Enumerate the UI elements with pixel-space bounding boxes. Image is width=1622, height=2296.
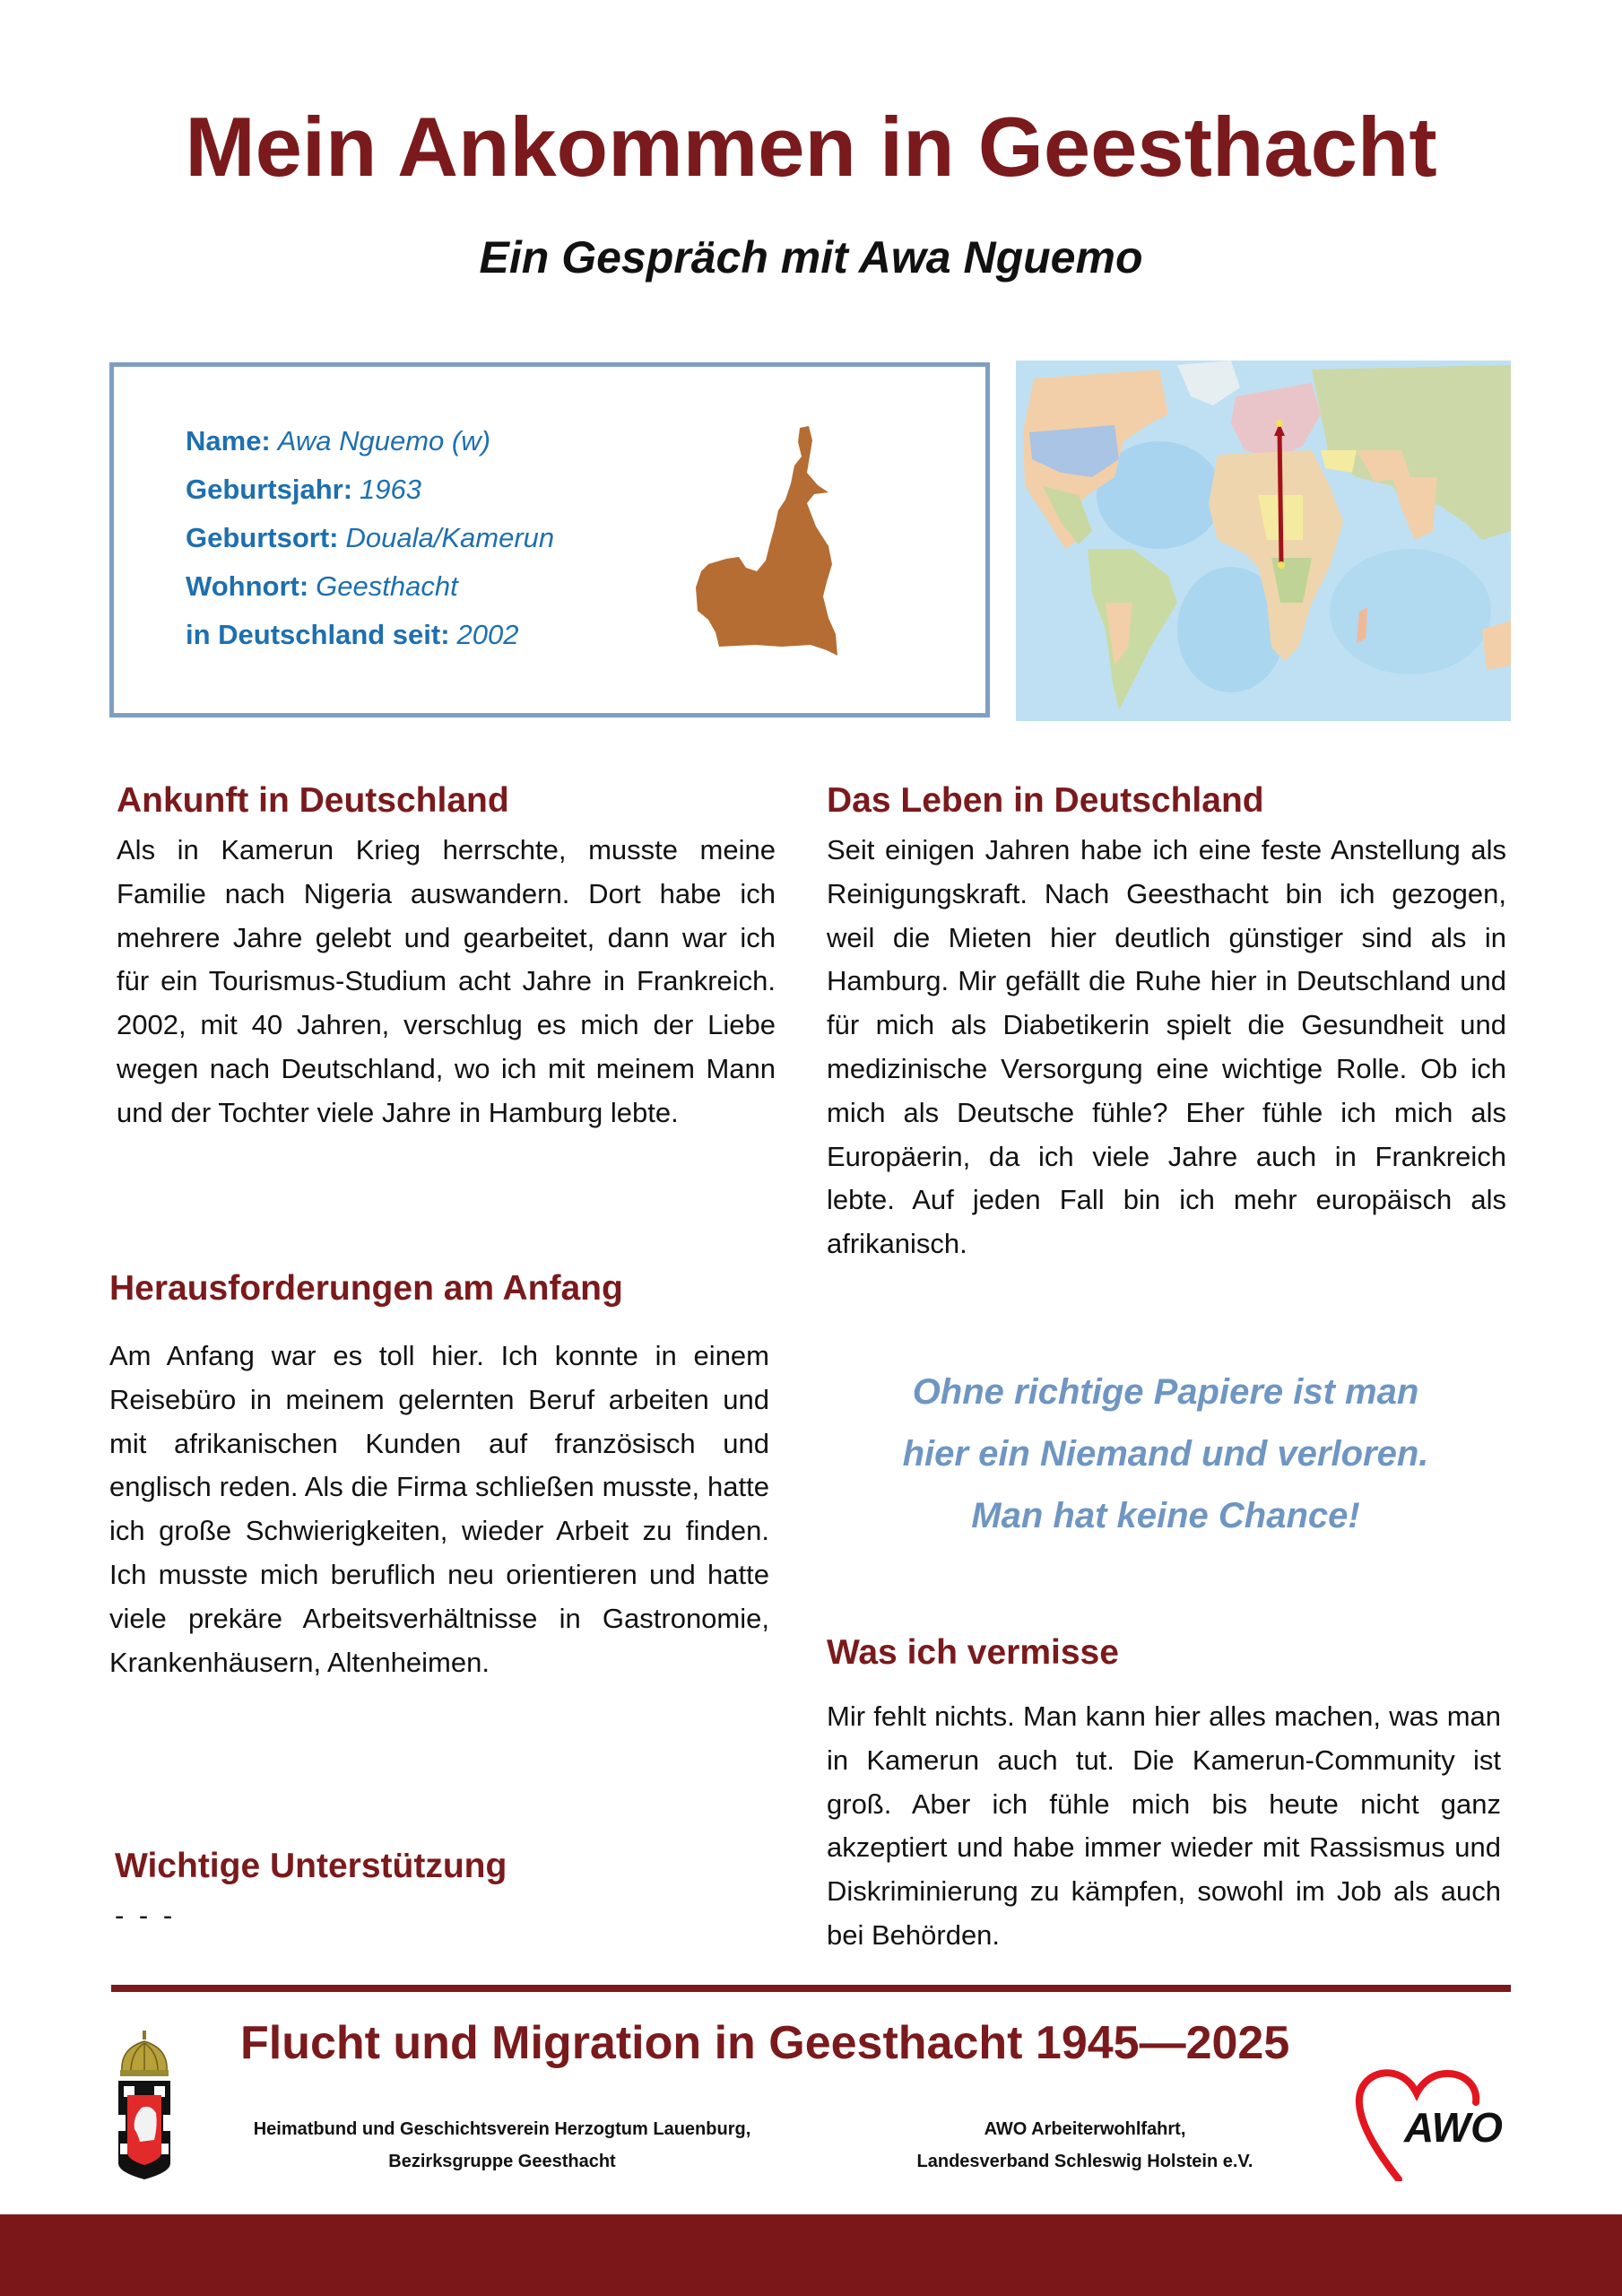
profile-value: 1963 [360,474,421,505]
profile-field-residence [186,562,554,611]
footer-org-awo [852,2113,1318,2178]
profile-label: Geburtsort: [186,522,339,553]
section-text: Mir fehlt nichts. Man kann hier alles machen, was man in Kamerun auch tut. Die Kamerun-Community ist groß. Aber ich fühle mich bis heute nicht ganz akzeptiert und habe immer wieder mit Rassismus und Diskriminierung zu kämpfen, sowohl im Job als auch bei Behörden. [827,1700,1501,1951]
page-title: Mein Ankommen in Geesthacht [185,100,1437,194]
profile-field-since [186,611,554,659]
lauenburg-crest-icon [115,2029,174,2181]
profile-label: in Deutschland seit: [186,619,450,650]
world-map-image [1016,361,1511,721]
section-ankunft [117,778,776,1135]
quote-line: Ohne richtige Papiere ist man [912,1372,1419,1412]
route-line [1279,429,1281,563]
profile-box [109,362,990,718]
section-text: Am Anfang war es toll hier. Ich konnte in einem Reisebüro in meinem gelernten Beruf arbeiten und mit afrikanischen Kunden auf französisch und englisch reden. Als die Firma schließen musste, hatte ich große Schwierigkeiten, wieder Arbeit zu finden. Ich musste mich beruflich neu orientieren und hatte viele prekäre Arbeitsverhältnisse in Gastronomie, Krankenhäusern, Altenheimen. [109,1340,769,1678]
org-line: Heimatbund und Geschichtsverein Herzogtum Lauenburg, [253,2119,751,2139]
org-line: AWO Arbeiterwohlfahrt, [984,2119,1186,2139]
section-leben [827,778,1506,1266]
profile-label: Geburtsjahr: [186,474,353,505]
profile-field-birthplace [186,514,554,562]
section-heading: Wichtige Unterstützung [115,1847,507,1885]
section-unterstuetzung [115,1844,742,1938]
profile-field-birthyear [186,465,554,514]
profile-label: Wohnort: [186,570,309,602]
section-heading: Ankunft in Deutschland [117,781,509,820]
section-text: Seit einigen Jahren habe ich eine feste Anstellung als Reinigungskraft. Nach Geesthacht bin ich gezogen, weil die Mieten hier deutlich günstiger sind als in Hamburg. Mir gefällt die Ruhe hier in Deutschland und für mich als Diabetikerin spielt die Gesundheit und medizinische Versorgung eine wichtige Rolle. Ob ich mich als Deutsche fühle? Eher fühle ich mich als Europäerin, da ich viele Jahre auch in Frankreich lebte. Auf jeden Fall bin ich mehr europäisch als afrikanisch. [827,834,1506,1260]
profile-value: Douala/Kamerun [345,522,555,553]
footer-org-heimatbund [233,2113,771,2178]
section-text: Als in Kamerun Krieg herrschte, musste meine Familie nach Nigeria auswandern. Dort habe ich mehrere Jahre gelebt und gearbeitet, dann war ich für ein Tourismus-Studium acht Jahre in Frankreich. 2002, mit 40 Jahren, verschlug es mich der Liebe wegen nach Deutschland, wo ich mit meinem Mann und der Tochter viele Jahre in Hamburg lebte. [117,834,776,1128]
page-subtitle: Ein Gespräch mit Awa Nguemo [479,232,1143,283]
quote-line: Man hat keine Chance! [971,1496,1360,1535]
profile-value: Geesthacht [316,570,458,602]
origin-marker-icon [1278,561,1285,569]
profile-value: Awa Nguemo (w) [277,425,490,457]
profile-field-name [186,417,554,465]
world-map [1016,361,1511,721]
section-text: - - - [115,1900,177,1931]
footer-title: Flucht und Migration in Geesthacht 1945—2025 [240,2017,1290,2069]
section-herausforderungen [109,1266,769,1684]
org-line: Bezirksgruppe Geesthacht [388,2152,616,2171]
cameroon-map-icon [692,421,845,663]
profile-fields [186,417,554,659]
profile-label: Name: [186,425,271,457]
section-vermisse [827,1631,1501,1958]
footer-divider [111,1985,1511,1992]
section-heading: Herausforderungen am Anfang [109,1269,623,1308]
pull-quote [825,1361,1506,1547]
section-heading: Was ich vermisse [827,1633,1119,1672]
bottom-bar [0,2214,1622,2296]
org-line: Landesverband Schleswig Holstein e.V. [916,2152,1253,2171]
section-heading: Das Leben in Deutschland [827,781,1264,820]
awo-logo-text: AWO [1404,2104,1503,2151]
quote-line: hier ein Niemand und verloren. [902,1434,1429,1474]
destination-marker-icon [1276,420,1283,427]
awo-logo-icon [1352,2065,1514,2181]
profile-value: 2002 [456,619,519,650]
